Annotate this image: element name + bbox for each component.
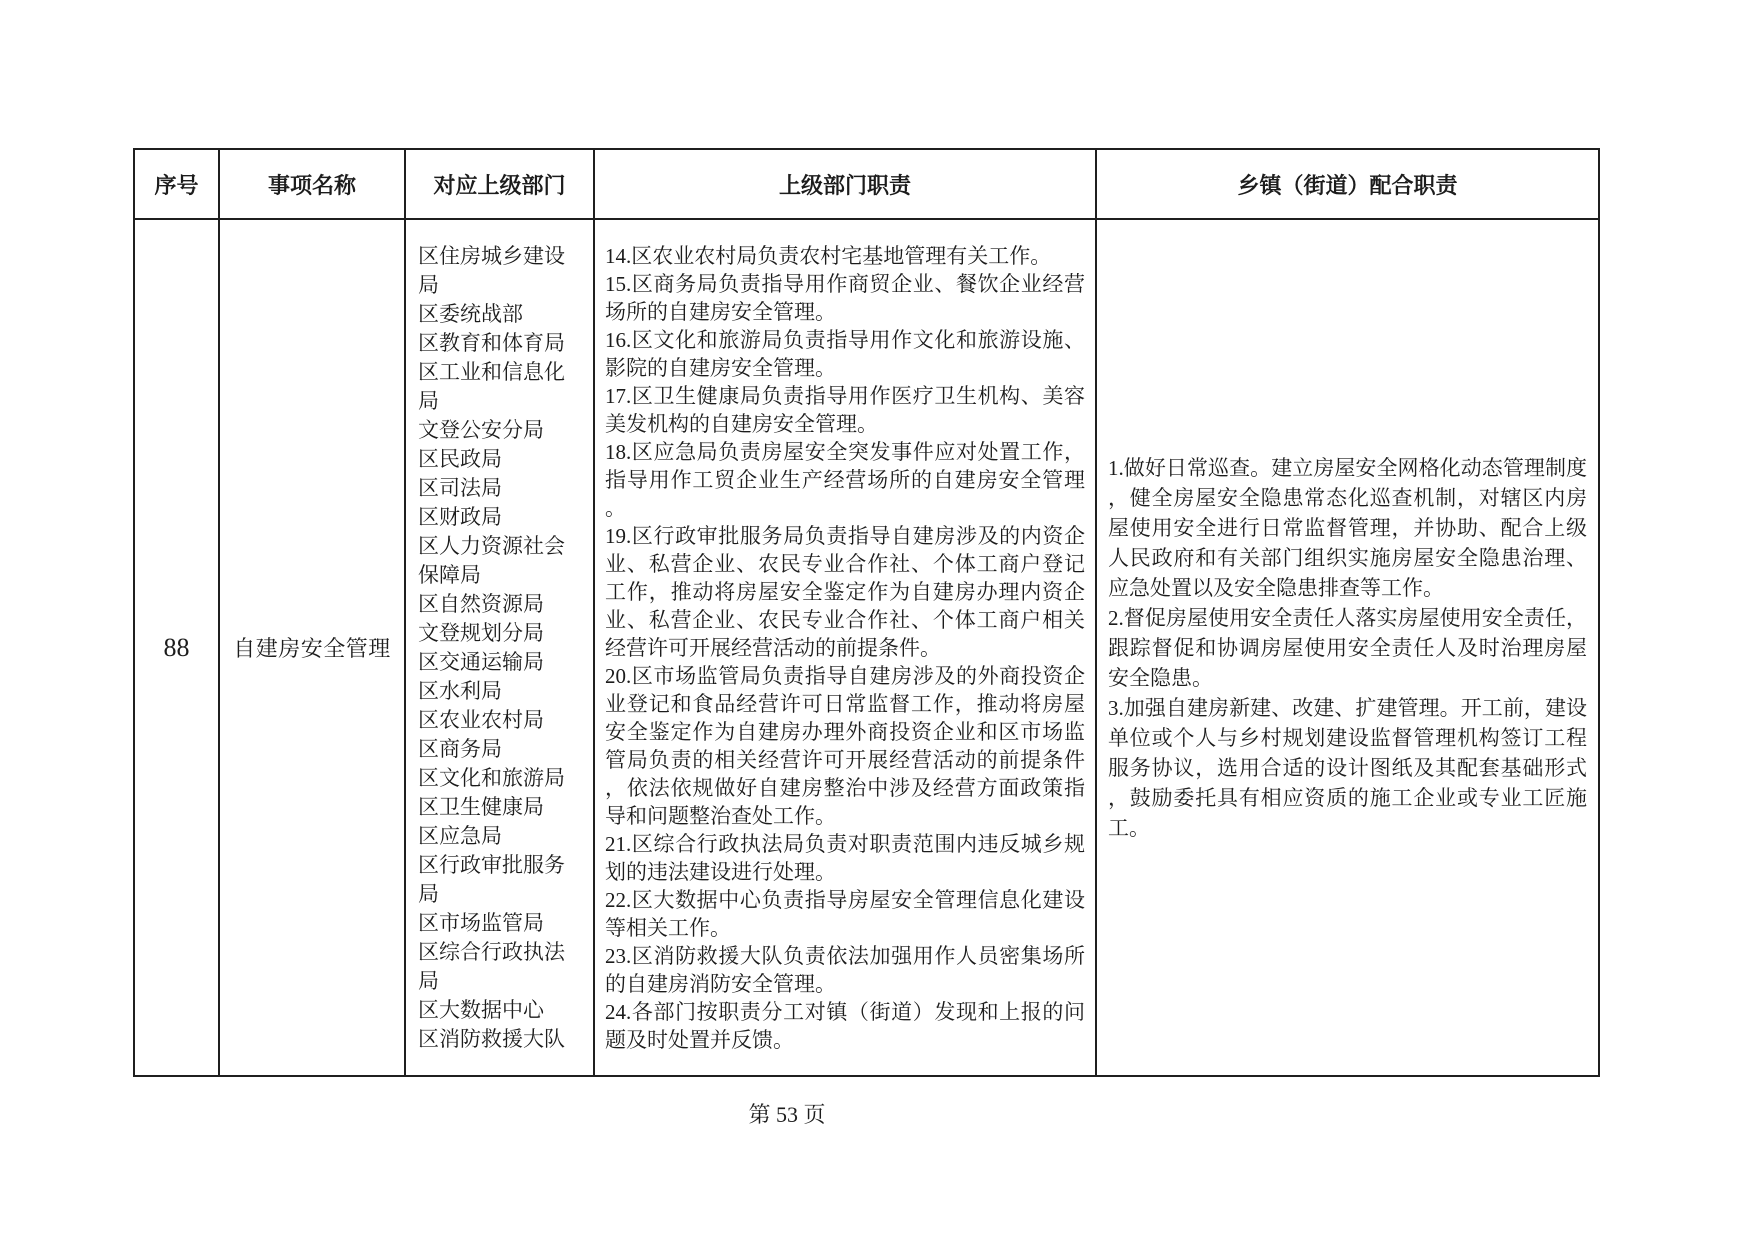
- township-duty-item: 2.督促房屋使用安全责任人落实房屋使用安全责任，跟踪督促和协调房屋使用安全责任人及时治理房屋安全隐患。: [1108, 605, 1587, 690]
- superior-duties-cell: [594, 219, 1096, 1076]
- superior-duty-item: 22.区大数据中心负责指导房屋安全管理信息化建设等相关工作。: [605, 887, 1085, 940]
- superior-duty-item: 21.区综合行政执法局负责对职责范围内违反城乡规划的违法建设进行处理。: [605, 831, 1085, 884]
- column-header-serial: 序号: [134, 149, 219, 219]
- department-item: 区大数据中心: [418, 997, 544, 1022]
- column-header-township-duties: 乡镇（街道）配合职责: [1096, 149, 1599, 219]
- department-item: 区教育和体育局: [418, 330, 565, 355]
- department-item: 区消防救援大队: [418, 1026, 565, 1051]
- department-item: 区委统战部: [418, 301, 523, 326]
- township-duties-cell: [1096, 219, 1599, 1076]
- department-item: 区水利局: [418, 678, 502, 703]
- department-item: 区民政局: [418, 446, 502, 471]
- department-item: 区人力资源社会保障局: [418, 533, 565, 587]
- superior-duty-item: 14.区农业农村局负责农村宅基地管理有关工作。: [605, 243, 1052, 268]
- superior-duty-item: 24.各部门按职责分工对镇（街道）发现和上报的问题及时处置并反馈。: [605, 999, 1085, 1052]
- column-header-item-name: 事项名称: [219, 149, 405, 219]
- department-item: 区综合行政执法局: [418, 939, 565, 993]
- department-item: 区住房城乡建设局: [418, 243, 565, 297]
- superior-duty-item: 19.区行政审批服务局负责指导自建房涉及的内资企业、私营企业、农民专业合作社、个体工商户登记工作，推动将房屋安全鉴定作为自建房办理内资企业、私营企业、农民专业合作社、个体工商户相关经营许可开展经营活动的前提条件。: [605, 523, 1085, 660]
- department-item: 区财政局: [418, 504, 502, 529]
- superior-duty-item: 20.区市场监管局负责指导自建房涉及的外商投资企业登记和食品经营许可日常监督工作，推动将房屋安全鉴定作为自建房办理外商投资企业和区市场监管局负责的相关经营许可开展经营活动的前提条件，依法依规做好自建房整治中涉及经营方面政策指导和问题整治查处工作。: [605, 663, 1085, 828]
- department-item: 区交通运输局: [418, 649, 544, 674]
- department-item: 区农业农村局: [418, 707, 544, 732]
- department-item: 区商务局: [418, 736, 502, 761]
- table-header-row: [134, 149, 1599, 219]
- department-item: 文登规划分局: [418, 620, 544, 645]
- column-header-superior-duties: 上级部门职责: [594, 149, 1096, 219]
- department-item: 文登公安分局: [418, 417, 544, 442]
- superior-duty-item: 17.区卫生健康局负责指导用作医疗卫生机构、美容美发机构的自建房安全管理。: [605, 383, 1085, 436]
- township-duty-item: 3.加强自建房新建、改建、扩建管理。开工前，建设单位或个人与乡村规划建设监督管理机构签订工程服务协议，选用合适的设计图纸及其配套基础形式，鼓励委托具有相应资质的施工企业或专业工匠施工。: [1108, 695, 1587, 840]
- superior-duty-item: 15.区商务局负责指导用作商贸企业、餐饮企业经营场所的自建房安全管理。: [605, 271, 1085, 324]
- department-item: 区文化和旅游局: [418, 765, 565, 790]
- department-item: 区应急局: [418, 823, 502, 848]
- superior-duty-item: 16.区文化和旅游局负责指导用作文化和旅游设施、影院的自建房安全管理。: [605, 327, 1085, 380]
- table-row: [134, 219, 1599, 1076]
- department-item: 区卫生健康局: [418, 794, 544, 819]
- department-item: 区行政审批服务局: [418, 852, 565, 906]
- superior-duty-item: 23.区消防救援大队负责依法加强用作人员密集场所的自建房消防安全管理。: [605, 943, 1085, 996]
- department-item: 区工业和信息化局: [418, 359, 565, 413]
- page-number-footer: 第 53 页: [748, 1102, 826, 1127]
- superior-duty-item: 18.区应急局负责房屋安全突发事件应对处置工作，指导用作工贸企业生产经营场所的自建房安全管理。: [605, 439, 1085, 520]
- column-header-superior-department: 对应上级部门: [405, 149, 594, 219]
- item-name-cell: 自建房安全管理: [219, 219, 405, 1076]
- department-item: 区司法局: [418, 475, 502, 500]
- duty-division-table: [133, 148, 1600, 1077]
- department-item: 区市场监管局: [418, 910, 544, 935]
- township-duty-item: 1.做好日常巡查。建立房屋安全网格化动态管理制度，健全房屋安全隐患常态化巡查机制，对辖区内房屋使用安全进行日常监督管理，并协助、配合上级人民政府和有关部门组织实施房屋安全隐患治理、应急处置以及安全隐患排查等工作。: [1108, 455, 1587, 600]
- department-list-cell: [405, 219, 594, 1076]
- department-item: 区自然资源局: [418, 591, 544, 616]
- serial-number-cell: 88: [134, 219, 219, 1076]
